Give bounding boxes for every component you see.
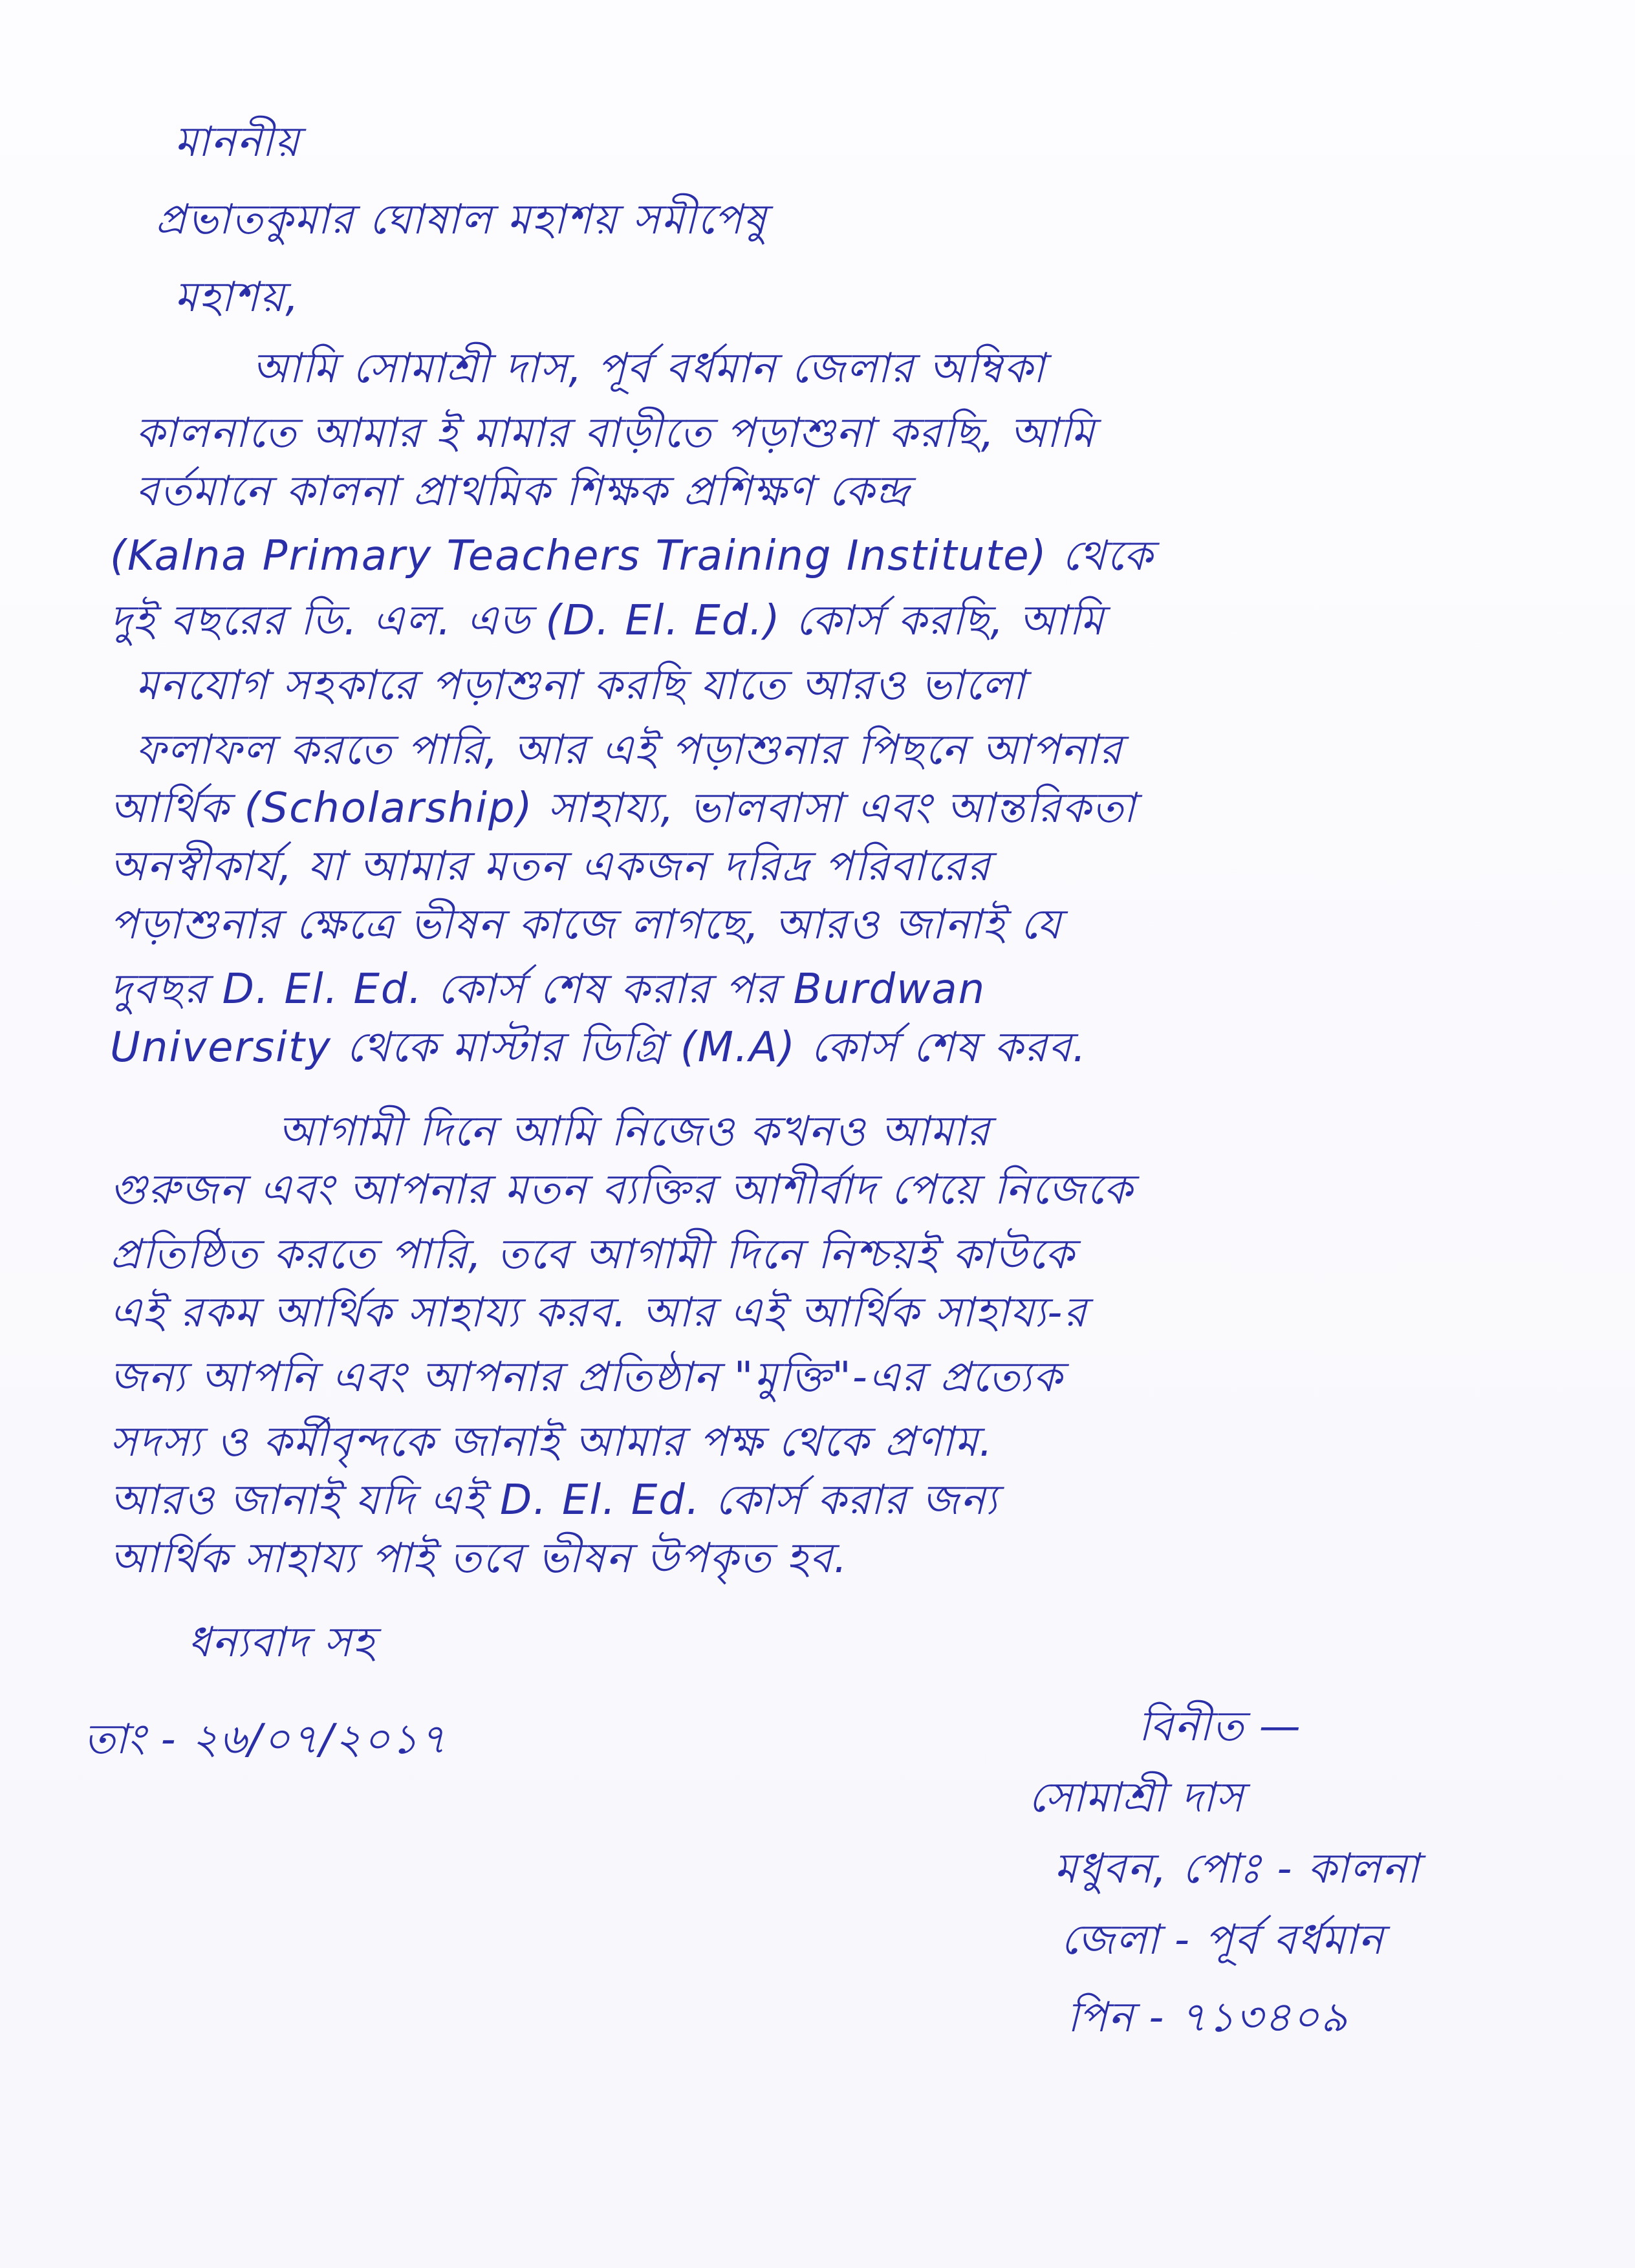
- sign-address-line1: মধুবন, পোঃ - কালনা: [1054, 1845, 1420, 1893]
- letter-date: তাং - ২৬/০৭/২০১৭: [84, 1716, 448, 1764]
- body-line: আগামী দিনে আমি নিজেও কখনও আমার: [278, 1108, 991, 1156]
- body-line: অনস্বীকার্য, যা আমার মতন একজন দরিদ্র পরিবারের: [110, 843, 991, 891]
- body-line: মনযোগ সহকারে পড়াশুনা করছি যাতে আরও ভালো: [136, 662, 1026, 709]
- body-line: আরও জানাই যদি এই D. El. Ed. কোর্স করার জন্য: [110, 1476, 999, 1524]
- body-line: জন্য আপনি এবং আপনার প্রতিষ্ঠান "মুক্তি"-এর প্রত্যেক: [110, 1354, 1063, 1401]
- body-line: বর্তমানে কালনা প্রাথমিক শিক্ষক প্রশিক্ষণ কেন্দ্র: [136, 468, 911, 515]
- closing: ধন্যবাদ সহ: [188, 1619, 376, 1667]
- body-line: আর্থিক সাহায্য পাই তবে ভীষন উপকৃত হব.: [110, 1535, 849, 1582]
- body-line: দুবছর D. El. Ed. কোর্স শেষ করার পর Burdwan: [110, 966, 986, 1013]
- body-line: এই রকম আর্থিক সাহায্য করব. আর এই আর্থিক সাহায্য-র: [110, 1289, 1088, 1337]
- greeting: মহাশয়,: [175, 274, 300, 321]
- body-line: (Kalna Primary Teachers Training Institute) থেকে: [110, 532, 1154, 580]
- addressee: প্রভাতকুমার ঘোষাল মহাশয় সমীপেষু: [155, 196, 768, 244]
- body-line: আর্থিক (Scholarship) সাহায্য, ভালবাসা এবং আন্তরিকতা: [110, 784, 1137, 832]
- body-line: দুই বছরের ডি. এল. এড (D. El. Ed.) কোর্স করছি, আমি: [110, 597, 1105, 645]
- body-line: সদস্য ও কর্মীবৃন্দকে জানাই আমার পক্ষ থেকে প্রণাম.: [110, 1418, 994, 1466]
- body-line: ফলাফল করতে পারি, আর এই পড়াশুনার পিছনে আপনার: [136, 726, 1123, 774]
- body-line: গুরুজন এবং আপনার মতন ব্যক্তির আশীর্বাদ পেয়ে নিজেকে: [110, 1166, 1134, 1214]
- salutation: মাননীয়: [175, 118, 301, 166]
- body-line: পড়াশুনার ক্ষেত্রে ভীষন কাজে লাগছে, আরও জানাই যে: [110, 901, 1063, 949]
- body-line: University থেকে মাস্টার ডিগ্রি (M.A) কোর্স শেষ করব.: [110, 1024, 1087, 1072]
- body-line: কালনাতে আমার ই মামার বাড়ীতে পড়াশুনা করছি, আমি: [136, 409, 1096, 457]
- body-line: আমি সোমাশ্রী দাস, পূর্ব বর্ধমান জেলার অম্বিকা: [252, 345, 1046, 393]
- bleed-through-mark: [103, 1966, 115, 2008]
- sign-regards: বিনীত —: [1138, 1703, 1302, 1751]
- sign-pin: পিন - ৭১৩৪০৯: [1067, 1994, 1349, 2042]
- sign-name: সোমাশ্রী দাস: [1028, 1774, 1245, 1822]
- body-line: প্রতিষ্ঠিত করতে পারি, তবে আগামী দিনে নিশ্চয়ই কাউকে: [110, 1231, 1076, 1279]
- sign-address-line2: জেলা - পূর্ব বর্ধমান: [1061, 1916, 1385, 1964]
